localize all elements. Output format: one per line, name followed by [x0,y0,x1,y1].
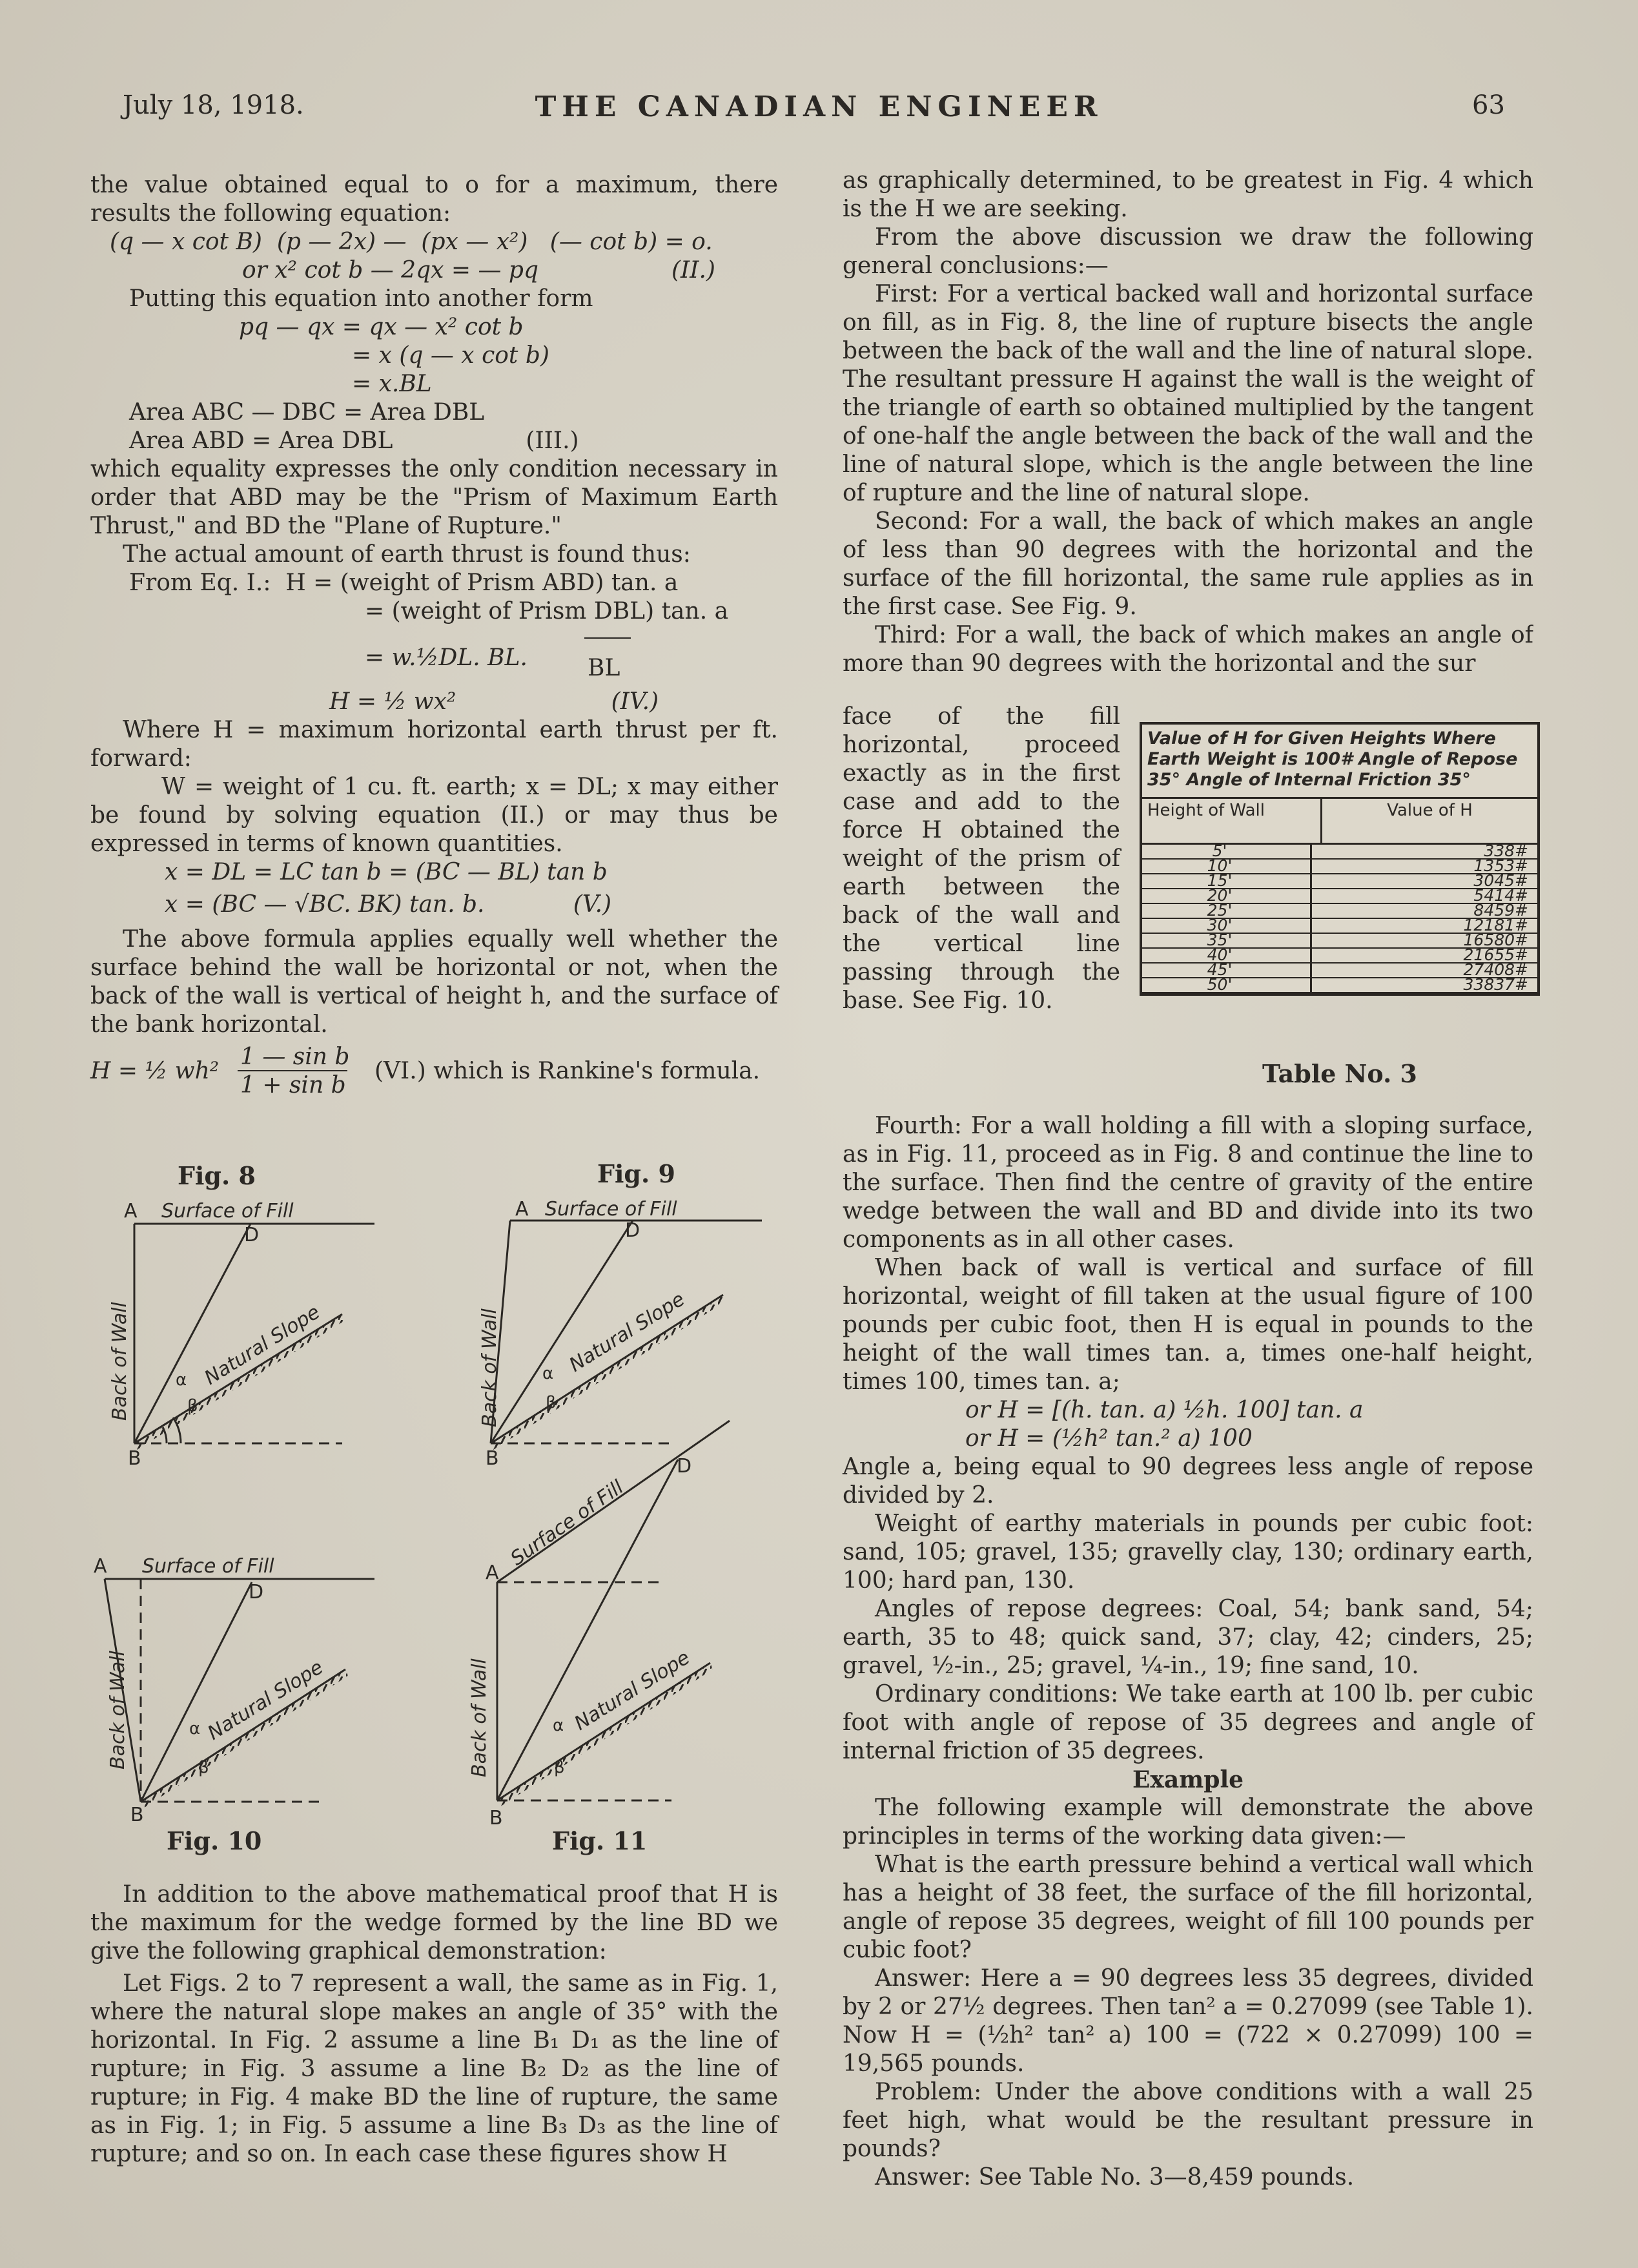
right-column-lower [843,1112,1533,2192]
fig8-label-beta: β [187,1396,198,1416]
equation-10-block [90,626,778,688]
equation-8: From Eq. I.: H = (weight of Prism ABD) tan. a [129,570,679,596]
fig11-label-beta: β [554,1758,565,1777]
equation-10: = w.½DL. BL. [365,644,527,671]
right-paragraph-10: Angles of repose degrees: Coal, 54; bank sand, 54; earth, 35 to 48; quick sand, 37; clay, 42; cinders, 25; gravel, ½-in., 25; gravel, ¼-in., 19; fine sand, 10. [843,1596,1533,1679]
table-cell-value: 16580# [1463,931,1528,949]
fig10-label-back: Back of Wall [107,1651,129,1769]
fig10-label-beta: β [198,1758,209,1777]
fig9-label-b: B [486,1447,499,1470]
equation-6: Area ABC — DBC = Area DBL [129,399,485,426]
fig10-label-surface: Surface of Fill [142,1555,274,1578]
left-paragraph-1: the value obtained equal to o for a maximum, there results the following equation: [90,172,778,227]
right-column [843,167,1533,678]
fraction-bar [584,637,631,639]
fig9-label-alpha: α [542,1364,554,1383]
equation-3: pq — qx = qx — x² cot b [239,314,524,340]
fig10-label-slope: Natural Slope [203,1656,327,1745]
left-paragraph-7: The above formula applies equally well whether the surface behind the wall be horizontal or not, when the back of the wall is vertical of height h, and the surface of the bank horizontal. [90,926,778,1038]
figures-illustration [90,1188,801,1834]
table-cell-height: 50' [1142,978,1312,992]
left-paragraph-4: The actual amount of earth thrust is found thus: [123,541,691,568]
right-paragraph-1: as graphically determined, to be greatest in Fig. 4 which is the H we are seeking. [843,167,1533,222]
table-col-height: Height of Wall [1142,799,1322,843]
fig10-label-a: A [94,1555,107,1578]
table-cell-height: 45' [1142,964,1312,977]
right-equation-1: or H = [(h. tan. a) ½h. 100] tan. a [965,1397,1364,1423]
equation-14-lhs: H = ½ wh² [90,1058,220,1084]
equation-13: x = (BC — √BC. BK) tan. b. (V.) [165,891,612,918]
right-paragraph-4: Second: For a wall, the back of which makes an angle of less than 90 degrees with the horizontal and the surface of the fill horizontal, the same rule applies as in the first case. See Fig. 9. [843,508,1533,620]
right-paragraph-11: Ordinary conditions: We take earth at 100 lb. per cubic foot with angle of repose of 35 degrees and angle of internal friction of 35 degrees. [843,1681,1533,1764]
equation-1: (q — x cot B) (p — 2x) — (px — x²) (— cot b) = o. [110,229,713,255]
fig8-label-slope: Natural Slope [200,1301,324,1390]
right-paragraph-5-lead [843,621,1533,678]
fig9-label-surface: Surface of Fill [545,1198,677,1221]
left-paragraph-9: Let Figs. 2 to 7 represent a wall, the same as in Fig. 1, where the natural slope makes an angle of 35° with the horizontal. In Fig. 2 assume a line B₁ D₁ as the line of rupture; in Fig. 3 assume a line B₂ D₂ as the line of rupture; in Fig. 4 make BD the line of rupture, the same as in Fig. 1; in Fig. 5 assume a line B₃ D₃ as the line of rupture; and so on. In each case these figures show H [90,1970,778,2167]
page-number: 63 [1472,90,1505,120]
equation-14-block [90,1043,778,1098]
table-cell-height: 25' [1142,904,1312,918]
equation-14-text: (VI.) which is Rankine's formula. [374,1058,761,1084]
table-cell-value: 12181# [1463,916,1528,934]
table-row [1142,975,1537,994]
table-cell-height: 15' [1142,874,1312,888]
fig10-diagram [105,1579,374,1808]
table-cell-value: 8459# [1473,901,1528,920]
right-equation-2: or H = (½h² tan.² a) 100 [965,1425,1253,1452]
fig9-label-d: D [625,1219,640,1242]
equation-2: or x² cot b — 2qx = — pq (II.) [242,257,715,284]
table-cell-value: 27408# [1463,960,1528,979]
table-cell-height: 40' [1142,949,1312,962]
left-column [90,171,778,1098]
fig9-caption: Fig. 9 [597,1159,675,1188]
equation-5: = x.BL [352,371,432,397]
table-cell-value: 3045# [1473,871,1528,890]
narrow-column [843,703,1127,1015]
right-paragraph-16: Answer: See Table No. 3—8,459 pounds. [875,2164,1355,2191]
fig8-label-alpha: α [176,1370,187,1390]
right-paragraph-9: Weight of earthy materials in pounds per cubic foot: sand, 105; gravel, 135; gravelly clay, 130; ordinary earth, 100; hard pan, 130. [843,1510,1533,1594]
fig8-label-back: Back of Wall [108,1302,131,1421]
table-cell-height: 30' [1142,919,1312,933]
fig10-label-alpha: α [189,1719,201,1738]
table-h-values [1140,722,1540,996]
right-paragraph-5: Third: For a wall, the back of which makes an angle of more than 90 degrees with the horizontal and the sur [843,622,1533,677]
header-date: July 18, 1918. [123,90,304,120]
fig10-label-b: B [130,1804,144,1826]
fig9-label-slope: Natural Slope [565,1288,689,1377]
left-paragraph-5: Where H = maximum horizontal earth thrust per ft. forward: [90,717,778,772]
right-paragraph-2: From the above discussion we draw the following general conclusions:— [843,224,1533,279]
example-heading: Example [1132,1766,1244,1793]
equation-4: = x (q — x cot b) [352,342,549,369]
fig10-caption: Fig. 10 [167,1826,262,1855]
table-cell-value: 21655# [1463,945,1528,964]
equation-11: H = ½ wx² (IV.) [329,688,659,715]
table-cell-height: 10' [1142,860,1312,873]
fig8-label-b: B [128,1447,141,1470]
right-paragraph-14: Answer: Here a = 90 degrees less 35 degrees, divided by 2 or 27½ degrees. Then tan² a = 0.27099 (see Table 1). Now H = (½h² tan² a) 100 = (722 × 0.27099) 100 = 19,565 pounds. [843,1965,1533,2077]
fig11-label-a: A [486,1562,499,1584]
equation-10-denominator: BL [588,655,620,681]
fig8-label-a: A [124,1200,138,1222]
fig11-label-alpha: α [553,1716,564,1735]
narrow-spacer: face of the fill horizontal, proceed exactly as in the first case and add to the force H obtained the weight of the prism of earth between the back of the wall and the vertical line passing through the base. See Fig. 10. [843,703,1120,1014]
equation-14-denominator: 1 + sin b [240,1072,346,1098]
fig9-label-back: Back of Wall [478,1308,501,1427]
left-paragraph-6: W = weight of 1 cu. ft. earth; x = DL; x may either be found by solving equation (II.) or may thus be expressed in terms of known quantities. [90,774,778,857]
table-cell-value: 5414# [1473,886,1528,905]
table-title: Value of H for Given Heights Where Earth Weight is 100# Angle of Repose 35° Angle of Internal Friction 35° [1142,725,1537,799]
fig11-label-b: B [489,1807,503,1830]
table-cell-height: 35' [1142,934,1312,947]
equation-14-numerator: 1 — sin b [240,1044,350,1070]
right-paragraph-13: What is the earth pressure behind a vertical wall which has a height of 38 feet, the surface of the fill horizontal, angle of repose 35 degrees, weight of fill 100 pounds per cubic foot? [843,1851,1533,1963]
table-caption: Table No. 3 [1262,1059,1417,1088]
fig8-caption: Fig. 8 [178,1161,256,1190]
header-title: THE CANADIAN ENGINEER [535,90,1103,123]
fig9-label-a: A [515,1198,529,1221]
wrap-region [843,621,1533,678]
right-paragraph-8: Angle a, being equal to 90 degrees less angle of repose divided by 2. [843,1454,1533,1509]
right-paragraph-6: Fourth: For a wall holding a fill with a sloping surface, as in Fig. 11, proceed as in Fig. 8 and continue the line to the surface. Then find the centre of gravity of the entire wedge between the wall and BD and divide into its two components as in all other cases. [843,1113,1533,1253]
equation-12: x = DL = LC tan b = (BC — BL) tan b [165,859,608,885]
table-cell-height: 20' [1142,889,1312,903]
right-paragraph-3: First: For a vertical backed wall and horizontal surface on fill, as in Fig. 8, the line of rupture bisects the angle between the back of the wall and the line of natural slope. The resultant pressure H against the wall is the weight of the triangle of earth so obtained multiplied by the tangent of one-half the angle between the back of the wall and the line of natural slope, which is the angle between the line of rupture and the line of natural slope. [843,281,1533,506]
table-cell-height: 5' [1142,845,1312,858]
fig11-label-surface: Surface of Fill [506,1476,628,1571]
table-cell-value: 338# [1484,841,1528,860]
table-col-value: Value of H [1387,801,1473,820]
left-paragraph-2: Putting this equation into another form [129,285,593,312]
table-cell-value: 33837# [1463,975,1528,994]
left-paragraph-3: which equality expresses the only condition necessary in order that ABD may be the "Prism of Maximum Earth Thrust," and BD the "Plane of Rupture." [90,456,778,539]
fig11-hatch [497,1663,713,1807]
fig9-hatch [491,1295,726,1450]
fig11-label-back: Back of Wall [468,1658,491,1777]
equation-9: = (weight of Prism DBL) tan. a [365,598,729,624]
fig8-label-surface: Surface of Fill [161,1200,294,1222]
table-cell-value: 1353# [1473,856,1528,875]
fig11-label-d: D [677,1455,692,1478]
fig8-label-d: D [244,1224,260,1246]
table-header [1142,799,1537,845]
fig10-label-d: D [249,1581,264,1603]
table-body [1142,841,1537,994]
right-paragraph-7: When back of wall is vertical and surface of fill horizontal, weight of fill taken at the usual figure of 100 pounds per cubic foot, then H is equal in pounds to the height of the wall times tan. a, times one-half height, times 100, times tan. a; [843,1255,1533,1395]
left-column-bottom [90,1881,778,2169]
fig11-caption: Fig. 11 [552,1826,648,1855]
left-paragraph-8: In addition to the above mathematical proof that H is the maximum for the wedge formed by the line BD we give the following graphical demonstration: [90,1881,778,1964]
equation-7: Area ABD = Area DBL (III.) [129,428,579,454]
right-paragraph-15: Problem: Under the above conditions with a wall 25 feet high, what would be the resultant pressure in pounds? [843,2079,1533,2162]
right-paragraph-12: The following example will demonstrate the above principles in terms of the working data given:— [843,1795,1533,1850]
fig9-label-beta: β [546,1393,557,1412]
fig11-label-slope: Natural Slope [570,1646,694,1735]
